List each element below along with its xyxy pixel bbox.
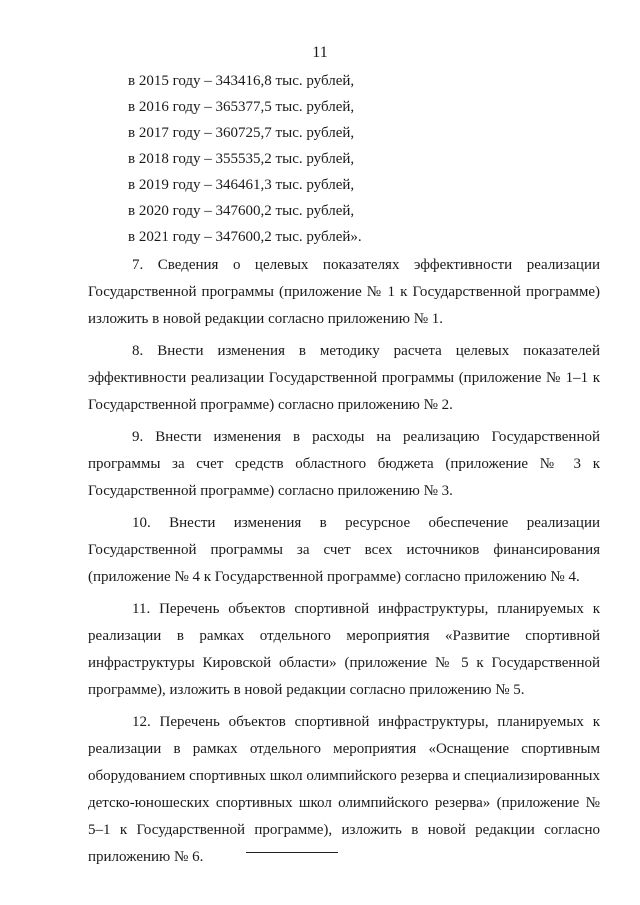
year-amount-line: в 2015 году – 343416,8 тыс. рублей, <box>128 73 355 89</box>
paragraph-item-10: 10. Внести изменения в ресурсное обеспечение реализации Государственной программы за счет всех источников финансирования (приложение № 4 к Государственной программе) согласно приложению № 4. <box>88 515 600 585</box>
paragraph-item-12: 12. Перечень объектов спортивной инфраструктуры, планируемых к реализации в рамках отдельного мероприятия «Оснащение спортивным оборудованием спортивных школ олимпийского резерва и специализированных детско-юношеских спортивных школ олимпийского резерва» (приложение № 5–1 к Государственной программе), изложить в новой редакции согласно приложению № 6. <box>88 714 600 865</box>
paragraph-item-8: 8. Внести изменения в методику расчета целевых показателей эффективности реализации Государственной программы (приложение № 1–1 к Государственной программе) согласно приложению № 2. <box>88 343 600 413</box>
year-amount-line: в 2016 году – 365377,5 тыс. рублей, <box>128 99 355 115</box>
paragraph-item-11: 11. Перечень объектов спортивной инфраструктуры, планируемых к реализации в рамках отдельного мероприятия «Развитие спортивной инфраструктуры Кировской области» (приложение № 5 к Государственной программе), изложить в новой редакции согласно приложению № 5. <box>88 601 600 698</box>
end-divider-line <box>246 852 338 853</box>
year-amount-line: в 2021 году – 347600,2 тыс. рублей». <box>128 229 362 245</box>
paragraph-item-7: 7. Сведения о целевых показателях эффективности реализации Государственной программы (приложение № 1 к Государственной программе) изложить в новой редакции согласно приложению № 1. <box>88 257 600 327</box>
page-number: 11 <box>312 44 328 61</box>
paragraph-item-9: 9. Внести изменения в расходы на реализацию Государственной программы за счет средств областного бюджета (приложение № 3 к Государственной программе) согласно приложению № 3. <box>88 429 600 499</box>
numbered-paragraphs <box>88 252 600 876</box>
year-amount-line: в 2017 году – 360725,7 тыс. рублей, <box>128 125 355 141</box>
yearly-amounts-list <box>128 70 588 252</box>
year-amount-line: в 2020 году – 347600,2 тыс. рублей, <box>128 203 355 219</box>
year-amount-line: в 2018 году – 355535,2 тыс. рублей, <box>128 151 355 167</box>
year-amount-line: в 2019 году – 346461,3 тыс. рублей, <box>128 177 355 193</box>
